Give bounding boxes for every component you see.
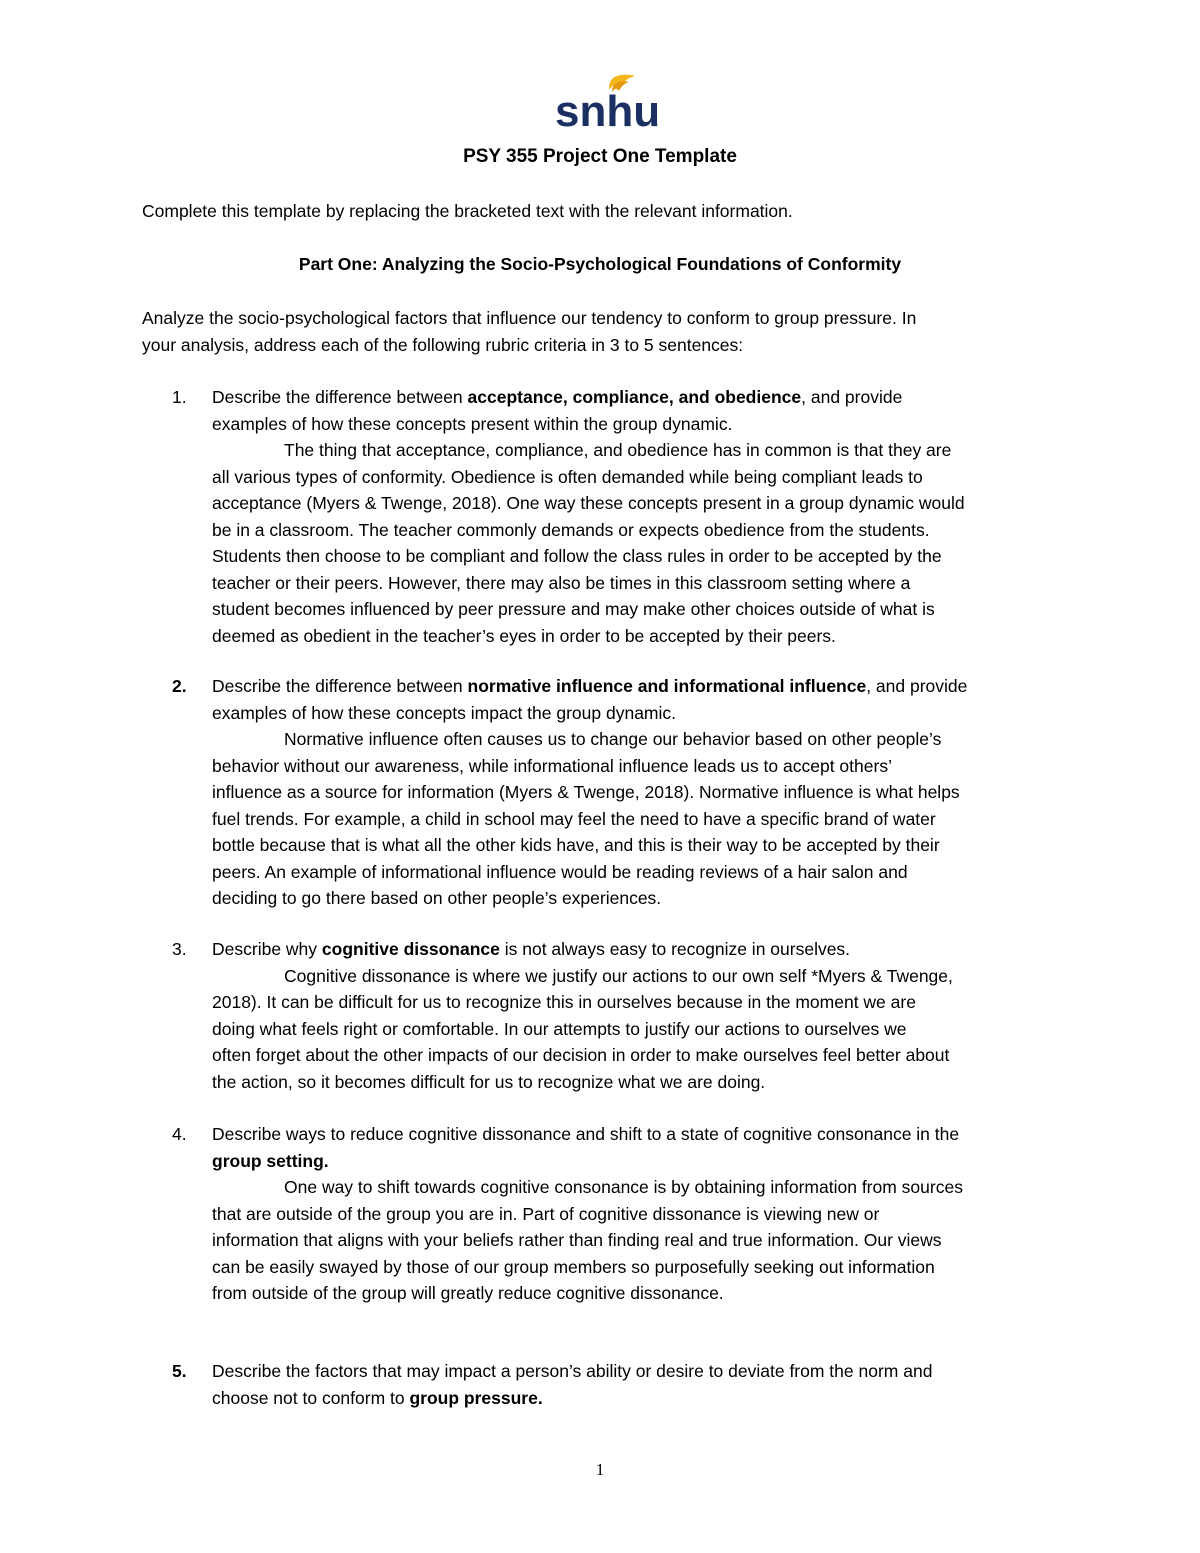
- question-text: , and provide: [801, 387, 903, 407]
- answer-line: that are outside of the group you are in. Part of cognitive dissonance is viewing new or: [212, 1203, 880, 1224]
- item-body: [212, 673, 1072, 912]
- answer-line: influence as a source for information (Myers & Twenge, 2018). Normative influence is what helps: [212, 782, 960, 802]
- question-line: Describe the factors that may impact a person’s ability or desire to deviate from the norm and: [212, 1361, 933, 1381]
- question-text: Describe the difference between: [212, 676, 468, 696]
- intro-line: your analysis, address each of the following rubric criteria in 3 to 5 sentences:: [142, 334, 744, 355]
- answer-line: information that aligns with your beliefs rather than finding real and true information. Our views: [212, 1230, 942, 1250]
- answer-line: student becomes influenced by peer pressure and may make other choices outside of what is: [212, 599, 935, 619]
- question-keyterms: group pressure.: [409, 1387, 543, 1408]
- question-keyterms: cognitive dissonance: [321, 939, 500, 959]
- item-number: 1.: [172, 387, 187, 407]
- answer-line: 2018). It can be difficult for us to recognize this in ourselves because in the moment we are: [212, 992, 916, 1012]
- intro-paragraph: [142, 305, 1062, 358]
- question-text: choose not to conform to: [212, 1387, 410, 1408]
- answer-line: can be easily swayed by those of our group members so purposefully seeking out information: [212, 1256, 935, 1277]
- question-line: examples of how these concepts present within the group dynamic.: [212, 413, 733, 434]
- question-keyterms: acceptance, compliance, and obedience: [467, 387, 802, 407]
- item-body: [212, 1358, 1072, 1411]
- answer-line: bottle because that is what all the other kids have, and this is their way to be accepted by their: [212, 835, 940, 855]
- question-keyterms: normative influence and informational influence: [467, 676, 867, 696]
- answer-line: One way to shift towards cognitive consonance is by obtaining information from sources: [284, 1177, 963, 1197]
- answer-line: deemed as obedient in the teacher’s eyes in order to be accepted by their peers.: [212, 625, 836, 646]
- answer-line: teacher or their peers. However, there may also be times in this classroom setting where a: [212, 572, 911, 593]
- answer-line: from outside of the group will greatly reduce cognitive dissonance.: [212, 1283, 724, 1303]
- answer-line: Normative influence often causes us to change our behavior based on other people’s: [284, 729, 942, 749]
- answer-line: be in a classroom. The teacher commonly demands or expects obedience from the students.: [212, 519, 930, 540]
- question-text: is not always easy to recognize in ourselves.: [499, 939, 851, 959]
- question-text: Describe why: [212, 939, 322, 959]
- question-text: Describe the difference between: [212, 387, 468, 407]
- question-text: , and provide: [866, 676, 968, 696]
- item-number: 3.: [172, 939, 187, 959]
- answer-line: behavior without our awareness, while informational influence leads us to accept others’: [212, 755, 892, 776]
- item-number: 2.: [172, 676, 187, 696]
- answer-line: the action, so it becomes difficult for us to recognize what we are doing.: [212, 1071, 766, 1092]
- answer-line: doing what feels right or comfortable. In our attempts to justify our actions to ourselves we: [212, 1018, 907, 1039]
- answer-line: Students then choose to be compliant and follow the class rules in order to be accepted by the: [212, 546, 942, 566]
- item-body: [212, 1121, 1072, 1307]
- answer-line: Cognitive dissonance is where we justify our actions to our own self *Myers & Twenge,: [284, 965, 953, 986]
- page-number: 1: [595, 1460, 605, 1479]
- question-line: Describe ways to reduce cognitive dissonance and shift to a state of cognitive consonance in the: [212, 1124, 960, 1144]
- answer-line: fuel trends. For example, a child in school may feel the need to have a specific brand of water: [212, 808, 936, 829]
- item-body: [212, 936, 1072, 1095]
- answer-line: peers. An example of informational influence would be reading reviews of a hair salon and: [212, 861, 908, 882]
- document-title: PSY 355 Project One Template: [463, 146, 737, 167]
- snhu-logo: [555, 72, 661, 136]
- answer-line: often forget about the other impacts of our decision in order to make ourselves feel better about: [212, 1045, 950, 1065]
- answer-line: deciding to go there based on other people’s experiences.: [212, 888, 662, 908]
- item-body: [212, 384, 1072, 649]
- question-line: [212, 384, 1072, 411]
- svg-text:snhu: snhu: [555, 87, 661, 136]
- intro-line: Analyze the socio-psychological factors that influence our tendency to conform to group pressure. In: [142, 308, 917, 328]
- answer-line: acceptance (Myers & Twenge, 2018). One way these concepts present in a group dynamic would: [212, 493, 965, 513]
- item-number: 4.: [172, 1124, 187, 1144]
- instructions: Complete this template by replacing the bracketed text with the relevant information.: [142, 201, 793, 221]
- question-line: examples of how these concepts impact the group dynamic.: [212, 702, 676, 723]
- question-line: [212, 1385, 1072, 1412]
- part-heading: Part One: Analyzing the Socio-Psychological Foundations of Conformity: [298, 254, 902, 274]
- question-keyterms: group setting.: [212, 1150, 329, 1171]
- item-number: 5.: [172, 1361, 187, 1381]
- flame-icon: [555, 72, 661, 136]
- question-line: [212, 936, 1072, 963]
- question-line: [212, 673, 1072, 700]
- answer-line: The thing that acceptance, compliance, and obedience has in common is that they are: [284, 440, 952, 460]
- answer-line: all various types of conformity. Obedience is often demanded while being compliant leads to: [212, 466, 923, 487]
